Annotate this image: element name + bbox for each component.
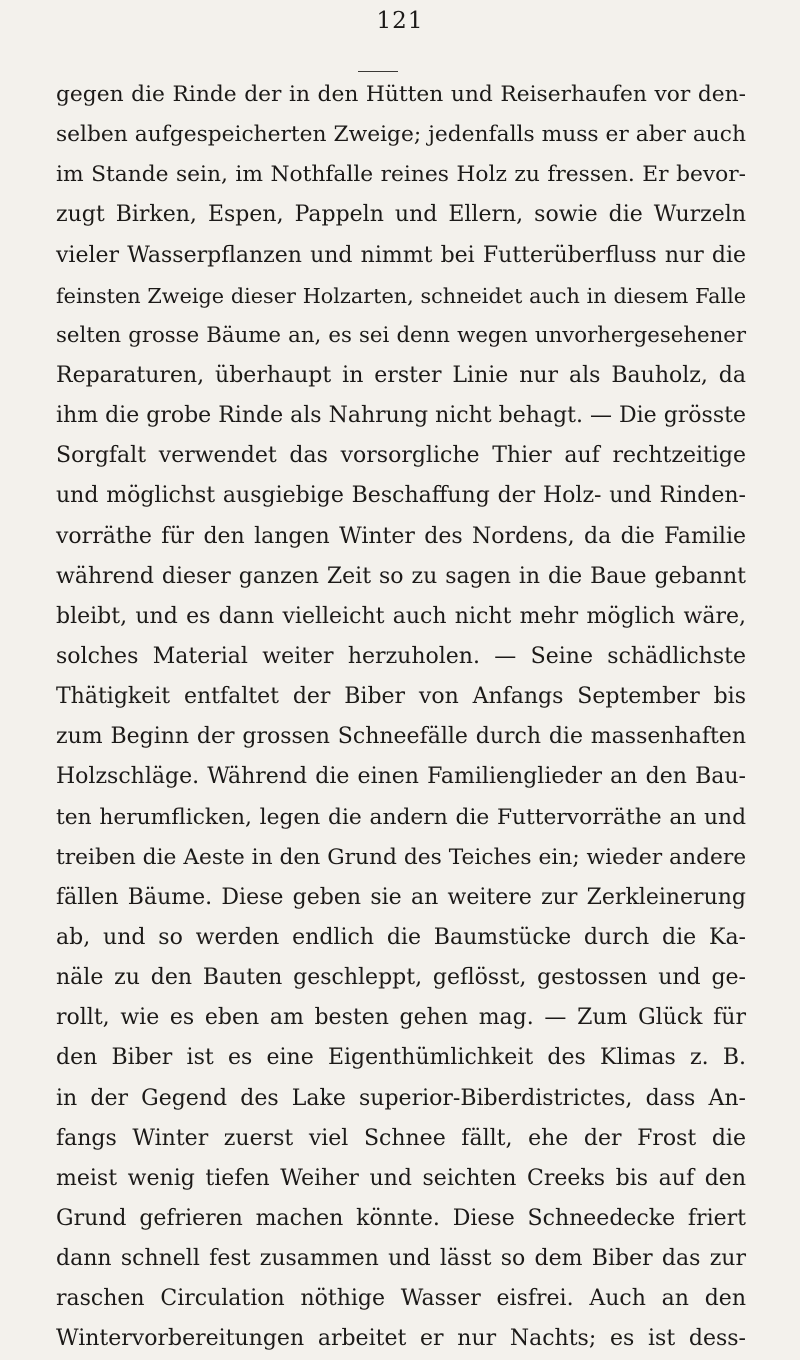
- text-line: zum Beginn der grossen Schneefälle durch die massenhaften: [56, 724, 746, 750]
- text-line: den Biber ist es eine Eigenthümlichkeit des Klimas z. B.: [56, 1045, 746, 1071]
- text-line: dann schnell fest zusammen und lässt so dem Biber das zur: [56, 1246, 746, 1272]
- text-line: während dieser ganzen Zeit so zu sagen in die Baue gebannt: [56, 563, 746, 589]
- text-line: zugt Birken, Espen, Pappeln und Ellern, sowie die Wurzeln: [56, 202, 746, 228]
- text-line: Reparaturen, überhaupt in erster Linie nur als Bauholz, da: [56, 362, 746, 388]
- text-line: ab, und so werden endlich die Baumstücke durch die Ka-: [56, 924, 746, 950]
- text-line: treiben die Aeste in den Grund des Teiches ein; wieder andere: [56, 844, 747, 870]
- text-line: feinsten Zweige dieser Holzarten, schneidet auch in diesem Falle: [56, 283, 746, 308]
- text-line: in der Gegend des Lake superior-Biberdistrictes, dass An-: [56, 1085, 746, 1111]
- page-number-rule: [358, 71, 398, 72]
- text-line: selben aufgespeicherten Zweige; jedenfalls muss er aber auch: [56, 122, 746, 148]
- body-text: [56, 75, 746, 1360]
- text-line: und möglichst ausgiebige Beschaffung der Holz- und Rinden-: [56, 483, 746, 509]
- text-line: bleibt, und es dann vielleicht auch nicht mehr möglich wäre,: [56, 603, 746, 629]
- text-line: vorräthe für den langen Winter des Nordens, da die Familie: [56, 523, 746, 549]
- text-line: solches Material weiter herzuholen. — Seine schädlichste: [56, 643, 746, 669]
- text-line: rollt, wie es eben am besten gehen mag. — Zum Glück für: [56, 1005, 746, 1031]
- text-line: meist wenig tiefen Weiher und seichten Creeks bis auf den: [56, 1165, 746, 1191]
- text-line: vieler Wasserpflanzen und nimmt bei Futterüberfluss nur die: [56, 242, 746, 268]
- text-line: näle zu den Bauten geschleppt, geflösst, gestossen und ge-: [56, 965, 746, 991]
- text-line: selten grosse Bäume an, es sei denn wegen unvorhergesehener: [56, 322, 746, 348]
- text-line: Sorgfalt verwendet das vorsorgliche Thier auf rechtzeitige: [56, 443, 746, 469]
- text-line: Grund gefrieren machen könnte. Diese Schneedecke friert: [56, 1205, 746, 1231]
- text-line: fangs Winter zuerst viel Schnee fällt, ehe der Frost die: [56, 1125, 746, 1151]
- text-line: raschen Circulation nöthige Wasser eisfrei. Auch an den: [56, 1286, 746, 1312]
- text-line: im Stande sein, im Nothfalle reines Holz zu fressen. Er bevor-: [56, 162, 746, 188]
- text-line: Wintervorbereitungen arbeitet er nur Nachts; es ist dess-: [56, 1326, 746, 1352]
- text-line: Holzschläge. Während die einen Familienglieder an den Bau-: [56, 764, 746, 790]
- text-line: ten herumflicken, legen die andern die Futtervorräthe an und: [56, 804, 746, 830]
- page-number: 121: [376, 8, 424, 34]
- text-line: ihm die grobe Rinde als Nahrung nicht behagt. — Die grösste: [56, 403, 746, 429]
- text-line: fällen Bäume. Diese geben sie an weitere zur Zerkleinerung: [56, 884, 746, 910]
- text-line: gegen die Rinde der in den Hütten und Reiserhaufen vor den-: [56, 82, 746, 107]
- text-line: Thätigkeit entfaltet der Biber von Anfangs September bis: [56, 684, 746, 710]
